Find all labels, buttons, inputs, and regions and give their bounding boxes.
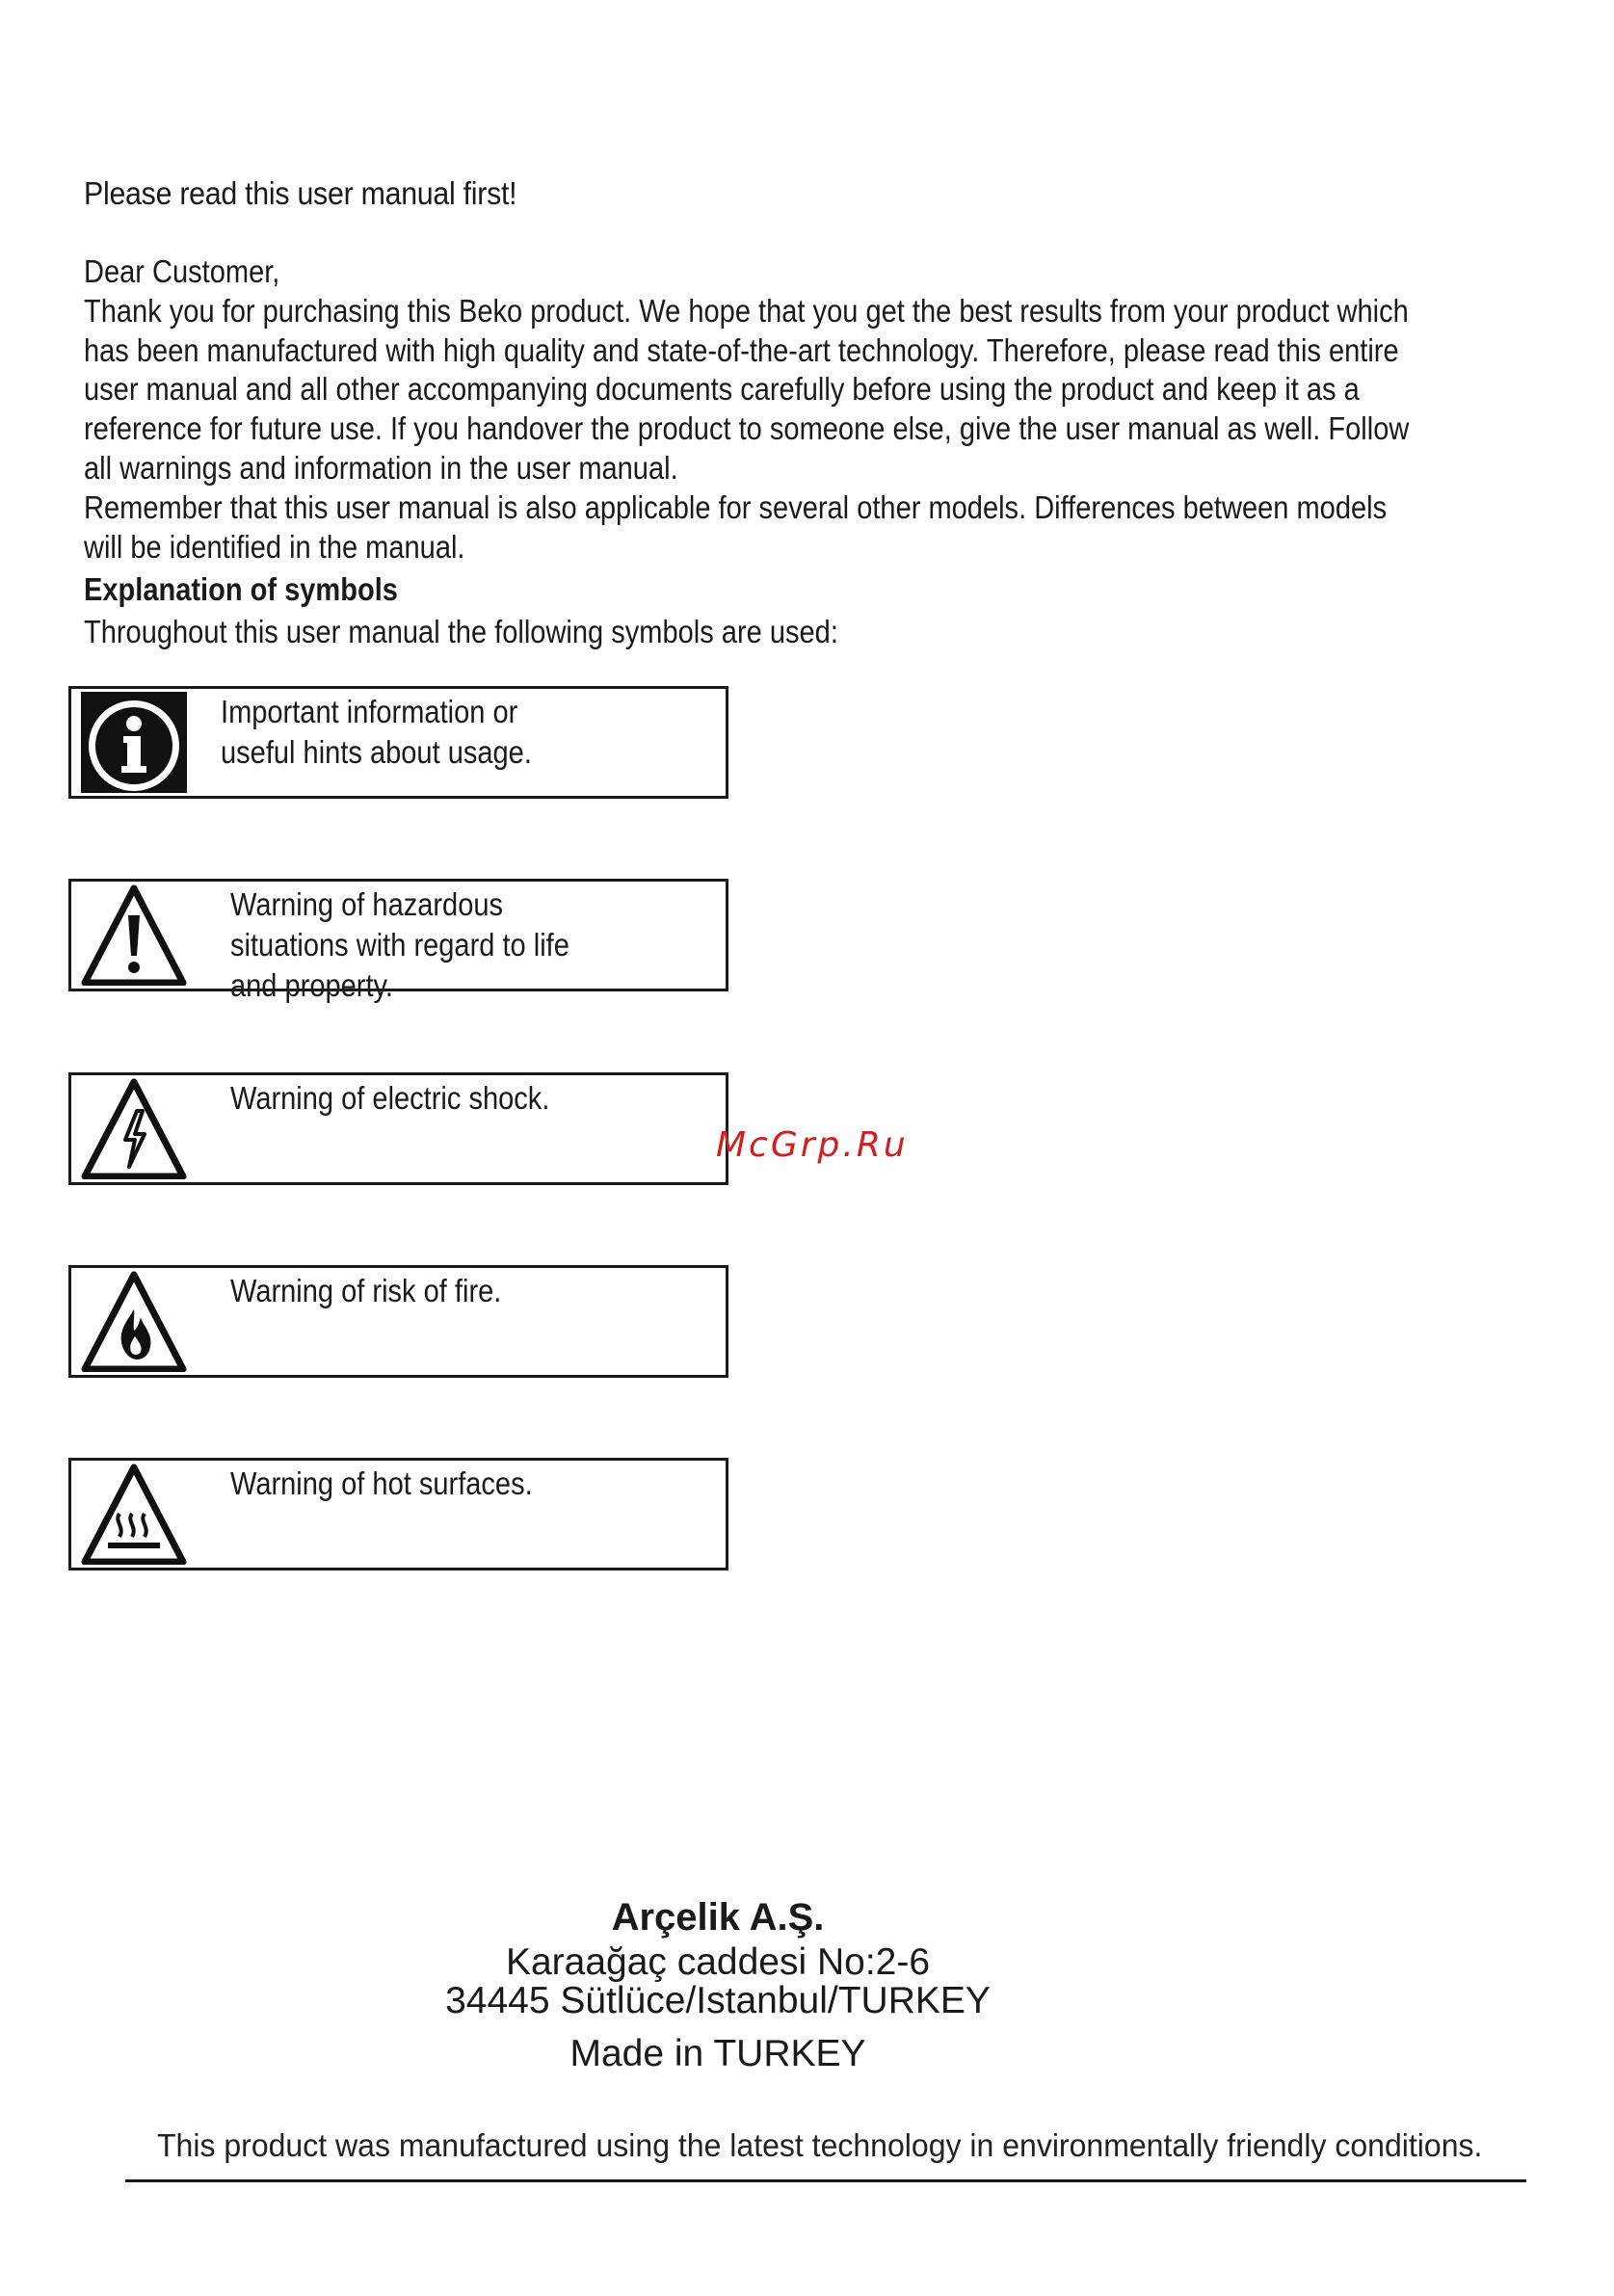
electric-shock-icon — [81, 1078, 187, 1179]
greeting: Dear Customer, — [84, 253, 280, 289]
symbol-box-info — [68, 686, 728, 799]
intro-paragraph-2: Remember that this user manual is also applicable for several other models. Differences between models will be identified in the manual. — [84, 488, 1388, 565]
symbol-label-hot-surface: Warning of hot surfaces. — [230, 1465, 533, 1501]
symbol-box-warning — [68, 879, 728, 1003]
symbols-heading: Explanation of symbols — [84, 571, 398, 607]
page-title: Please read this user manual first! — [84, 175, 517, 211]
warning-icon — [81, 884, 187, 986]
company-name: Arçelik A.Ş. — [611, 1896, 825, 1939]
symbol-box-fire — [68, 1265, 728, 1378]
symbol-label-info: Important information or useful hints about usage. — [221, 694, 532, 770]
footer-note: This product was manufactured using the latest technology in environmentally friendly conditions. — [157, 2127, 1483, 2163]
fire-icon — [81, 1271, 187, 1372]
symbol-box-electric — [68, 1072, 728, 1185]
footer-divider — [125, 2179, 1526, 2182]
symbols-intro: Throughout this user manual the following symbols are used: — [84, 614, 838, 649]
info-icon — [81, 692, 187, 793]
symbol-label-warning: Warning of hazardous situations with regard to life and property. — [230, 886, 569, 1003]
company-address-line-1: Karaağaç caddesi No:2-6 — [505, 1941, 931, 1983]
symbol-label-electric: Warning of electric shock. — [230, 1080, 550, 1116]
intro-paragraph-1: Thank you for purchasing this Beko product. We hope that you get the best results from your product which has been manufactured with high quality and state-of-the-art technology. Therefore, please read this entire user manual and all other accompanying documents carefully before using the product and keep it as a reference for future use. If you handover the product to someone else, give the user manual as well. Follow all warnings and information in the user manual. — [84, 292, 1410, 486]
made-in-label: Made in TURKEY — [569, 2033, 866, 2074]
symbol-box-hot-surface — [68, 1458, 728, 1570]
symbol-label-fire: Warning of risk of fire. — [230, 1273, 502, 1308]
hot-surface-icon — [81, 1464, 187, 1565]
intro-text — [84, 252, 1428, 567]
company-address-line-2: 34445 Sütlüce/Istanbul/TURKEY — [445, 1980, 991, 2021]
watermark: McGrp.Ru — [716, 1125, 909, 1165]
